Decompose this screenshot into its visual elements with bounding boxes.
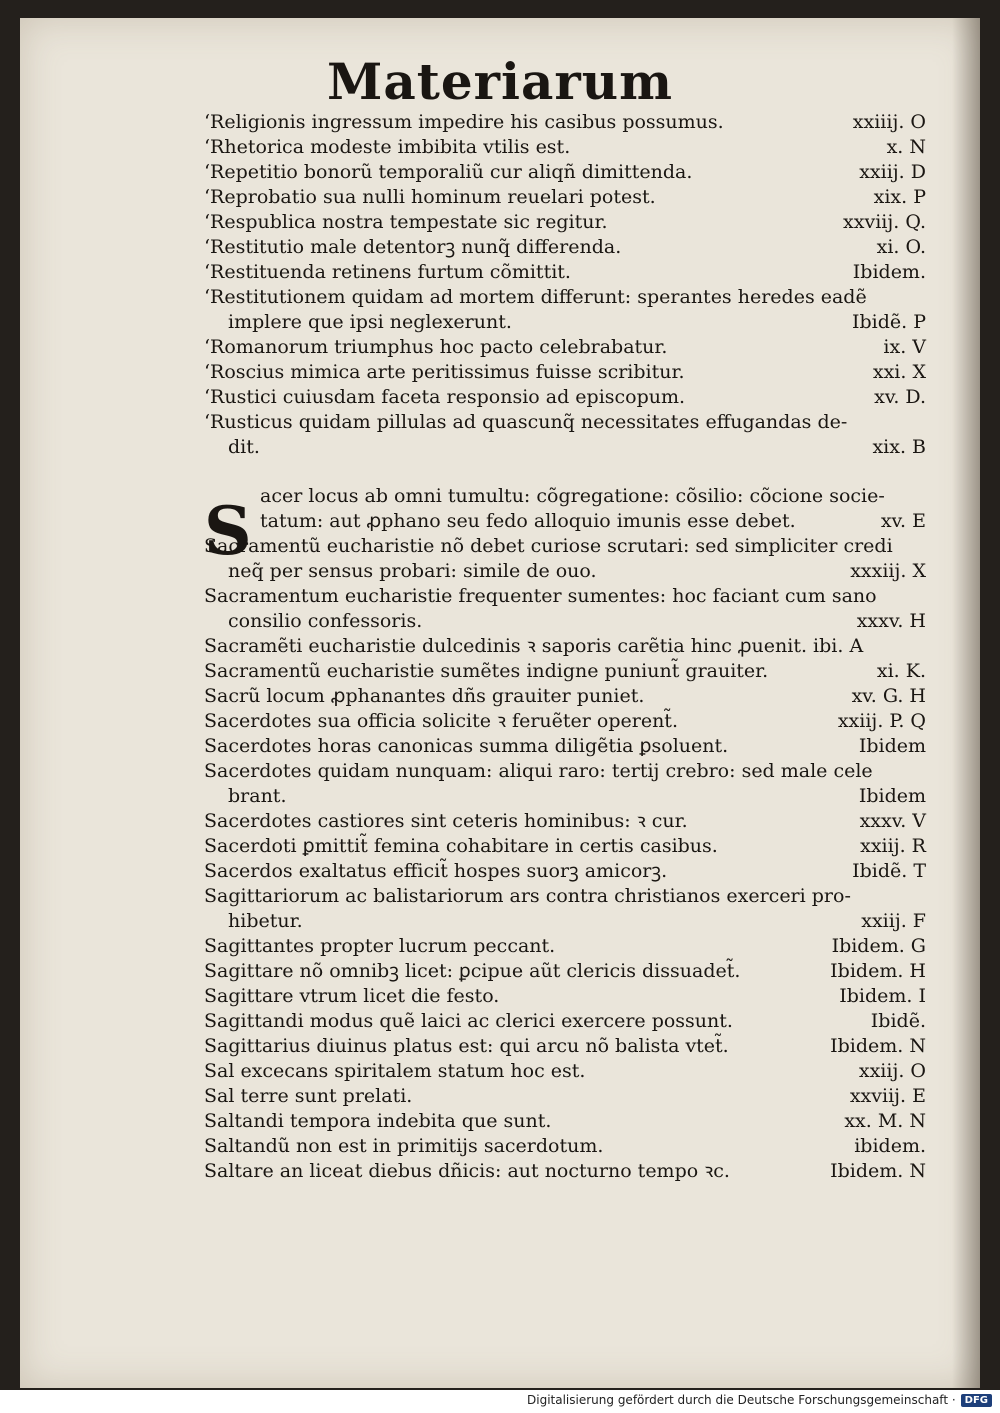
index-entry	[204, 859, 926, 884]
entry-reference: xv. E	[880, 510, 926, 532]
entry-text: ʻReprobatio sua nulli hominum reuelari potest.	[204, 186, 656, 208]
entry-text: Sacerdotes sua officia solicite ꝛ feruẽter operent̃.	[204, 710, 678, 732]
entry-reference: Ibidẽ.	[870, 1010, 926, 1032]
entry-text: ʻRusticus quidam pillulas ad quascunq̃ necessitates effugandas de-	[204, 411, 848, 433]
entry-text: Sacerdos exaltatus efficit̃ hospes suorꝫ amicorꝫ.	[204, 860, 668, 882]
index-entry	[204, 285, 926, 335]
entry-text: Sagittarius diuinus platus est: qui arcu nõ balista vtet̃.	[204, 1035, 729, 1057]
entry-continuation: dit.	[228, 436, 260, 458]
entry-reference: xxiij. D	[859, 161, 926, 183]
entry-continuation: consilio confessoris.	[228, 610, 423, 632]
entry-reference: xix. P	[873, 186, 926, 208]
index-entry	[204, 659, 926, 684]
entry-reference: xxiij. P. Q	[837, 710, 926, 732]
index-entry	[204, 110, 926, 135]
running-head: Materiarum	[327, 52, 673, 111]
entry-text: Sagittantes propter lucrum peccant.	[204, 935, 556, 957]
index-entry	[204, 534, 926, 584]
entry-text: Saltandũ non est in primitijs sacerdotum.	[204, 1135, 604, 1157]
entry-text: Sacramentũ eucharistie sumẽtes indigne puniunt̃ grauiter.	[204, 660, 769, 682]
entry-text: ʻRestitutionem quidam ad mortem differunt: sperantes heredes eadẽ	[204, 286, 867, 308]
entry-reference: Ibidem. H	[830, 960, 926, 982]
entry-reference: Ibidem.	[852, 261, 926, 283]
entry-text: ʻRomanorum triumphus hoc pacto celebrabatur.	[204, 336, 668, 358]
book-page	[20, 18, 980, 1388]
index-entry	[204, 1034, 926, 1059]
entry-text: Sacramentum eucharistie frequenter sumentes: hoc faciant cum sano	[204, 585, 877, 607]
index-entry	[204, 959, 926, 984]
index-entry	[204, 634, 926, 659]
index-entry	[204, 1159, 926, 1184]
entry-text: ʻRhetorica modeste imbibita vtilis est.	[204, 136, 571, 158]
entry-text: Sacramẽti eucharistie dulcedinis ꝛ saporis carẽtia hinc ꝓuenit. ibi. A	[204, 635, 864, 657]
entry-text: Sagittare nõ omnibꝫ licet: ꝑcipue aũt clericis dissuadet̃.	[204, 960, 741, 982]
index-entry	[204, 684, 926, 709]
entry-text: Sagittandi modus quẽ laici ac clerici exercere possunt.	[204, 1010, 733, 1032]
entry-reference: Ibidẽ. T	[852, 860, 926, 882]
entry-reference: xv. D.	[874, 386, 926, 408]
index-entry	[204, 210, 926, 235]
index-entry	[204, 884, 926, 934]
entry-continuation: neq̃ per sensus probari: simile de ouo.	[228, 560, 597, 582]
entry-continuation: tatum: aut ꝓphano seu fedo alloquio imunis esse debet.	[260, 510, 796, 532]
index-entry	[204, 1009, 926, 1034]
entry-reference: xxiij. R	[860, 835, 926, 857]
entry-text: Sacerdoti ꝑmittit̃ femina cohabitare in certis casibus.	[204, 835, 718, 857]
entry-text: ʻRestitutio male detentorꝫ nunq̃ differenda.	[204, 236, 622, 258]
index-entry	[204, 260, 926, 285]
entry-reference: xxiij. O	[858, 1060, 926, 1082]
index-entry	[204, 759, 926, 809]
entry-reference: xxiiij. O	[852, 111, 926, 133]
footer-credit: Digitalisierung gefördert durch die Deutsche Forschungsgemeinschaft ·	[527, 1393, 956, 1407]
entry-reference: xxviij. E	[849, 1085, 926, 1107]
entry-text: Sacerdotes horas canonicas summa diligẽtia ꝑsoluent.	[204, 735, 729, 757]
entry-text: Sacerdotes quidam nunquam: aliqui raro: tertij crebro: sed male cele	[204, 760, 873, 782]
index-entry	[204, 385, 926, 410]
entry-reference: xv. G. H	[851, 685, 926, 707]
entry-reference: Ibidem	[858, 735, 926, 757]
index-entry	[204, 1059, 926, 1084]
index-entry	[204, 160, 926, 185]
entry-reference: xxxv. H	[856, 610, 926, 632]
entry-reference: Ibidem. N	[830, 1035, 926, 1057]
entry-reference: xxiij. F	[861, 910, 926, 932]
entry-text: ʻRoscius mimica arte peritissimus fuisse scribitur.	[204, 361, 685, 383]
entry-text: ʻReligionis ingressum impedire his casibus possumus.	[204, 111, 724, 133]
entry-reference: ix. V	[883, 336, 926, 358]
entry-text: ʻRespublica nostra tempestate sic regitur.	[204, 211, 608, 233]
entry-text: ʻRepetitio bonorũ temporaliũ cur aliqñ dimittenda.	[204, 161, 693, 183]
index-entry	[204, 834, 926, 859]
entry-text: ʻRustici cuiusdam faceta responsio ad episcopum.	[204, 386, 686, 408]
entry-text: Saltandi tempora indebita que sunt.	[204, 1110, 552, 1132]
index-entry	[204, 135, 926, 160]
entry-text: Saltare an liceat diebus dñicis: aut nocturno tempo ꝛc.	[204, 1160, 730, 1182]
index-entries	[20, 18, 980, 1388]
entry-reference: Ibidem. I	[839, 985, 926, 1007]
entry-reference: xxviij. Q.	[843, 211, 926, 233]
entry-reference: xx. M. N	[844, 1110, 926, 1132]
index-entry	[204, 185, 926, 210]
entry-reference: xi. O.	[876, 236, 926, 258]
entry-reference	[916, 634, 926, 659]
entry-reference: xxxiij. X	[850, 560, 926, 582]
index-entry	[204, 1134, 926, 1159]
index-entry	[204, 584, 926, 634]
entry-continuation: brant.	[228, 785, 287, 807]
entry-reference: xxi. X	[872, 361, 926, 383]
entry-reference: xi. K.	[876, 660, 926, 682]
entry-text: Sagittariorum ac balistariorum ars contra christianos exerceri pro-	[204, 885, 851, 907]
entry-text: Sal excecans spiritalem statum hoc est.	[204, 1060, 586, 1082]
index-entry	[204, 709, 926, 734]
index-entry	[204, 335, 926, 360]
initial-letter: S	[204, 492, 252, 570]
entry-reference: ibidem.	[854, 1135, 926, 1157]
entry-reference: xix. B	[872, 436, 926, 458]
entry-reference: x. N	[886, 136, 926, 158]
entry-reference: Ibidem	[858, 785, 926, 807]
index-entry	[204, 934, 926, 959]
entry-reference: Ibidem. N	[830, 1160, 926, 1182]
entry-text: Sacrũ locum ꝓphanantes dñs grauiter puniet.	[204, 685, 645, 707]
entry-text: Sal terre sunt prelati.	[204, 1085, 413, 1107]
index-entry	[204, 984, 926, 1009]
index-entry	[204, 360, 926, 385]
index-entry	[204, 410, 926, 460]
index-entry	[204, 1084, 926, 1109]
entry-continuation: implere que ipsi neglexerunt.	[228, 311, 512, 333]
index-entry	[204, 809, 926, 834]
dfg-logo: DFG	[961, 1394, 992, 1407]
index-entry	[204, 734, 926, 759]
index-entry	[260, 484, 926, 534]
index-entry	[204, 1109, 926, 1134]
index-entry	[204, 235, 926, 260]
entry-reference: Ibidem. G	[831, 935, 926, 957]
entry-text: Sagittare vtrum licet die festo.	[204, 985, 500, 1007]
entry-text: acer locus ab omni tumultu: cõgregatione: cõsilio: cõcione socie-	[260, 485, 885, 507]
entry-reference: Ibidẽ. P	[851, 311, 926, 333]
entry-continuation: hibetur.	[228, 910, 303, 932]
footer	[527, 1393, 992, 1407]
entry-text: Sacerdotes castiores sint ceteris hominibus: ꝛ cur.	[204, 810, 688, 832]
entry-text: ʻRestituenda retinens furtum cõmittit.	[204, 261, 571, 283]
entry-text: Sacramentũ eucharistie nõ debet curiose scrutari: sed simpliciter credi	[204, 535, 893, 557]
entry-reference: xxxv. V	[859, 810, 926, 832]
